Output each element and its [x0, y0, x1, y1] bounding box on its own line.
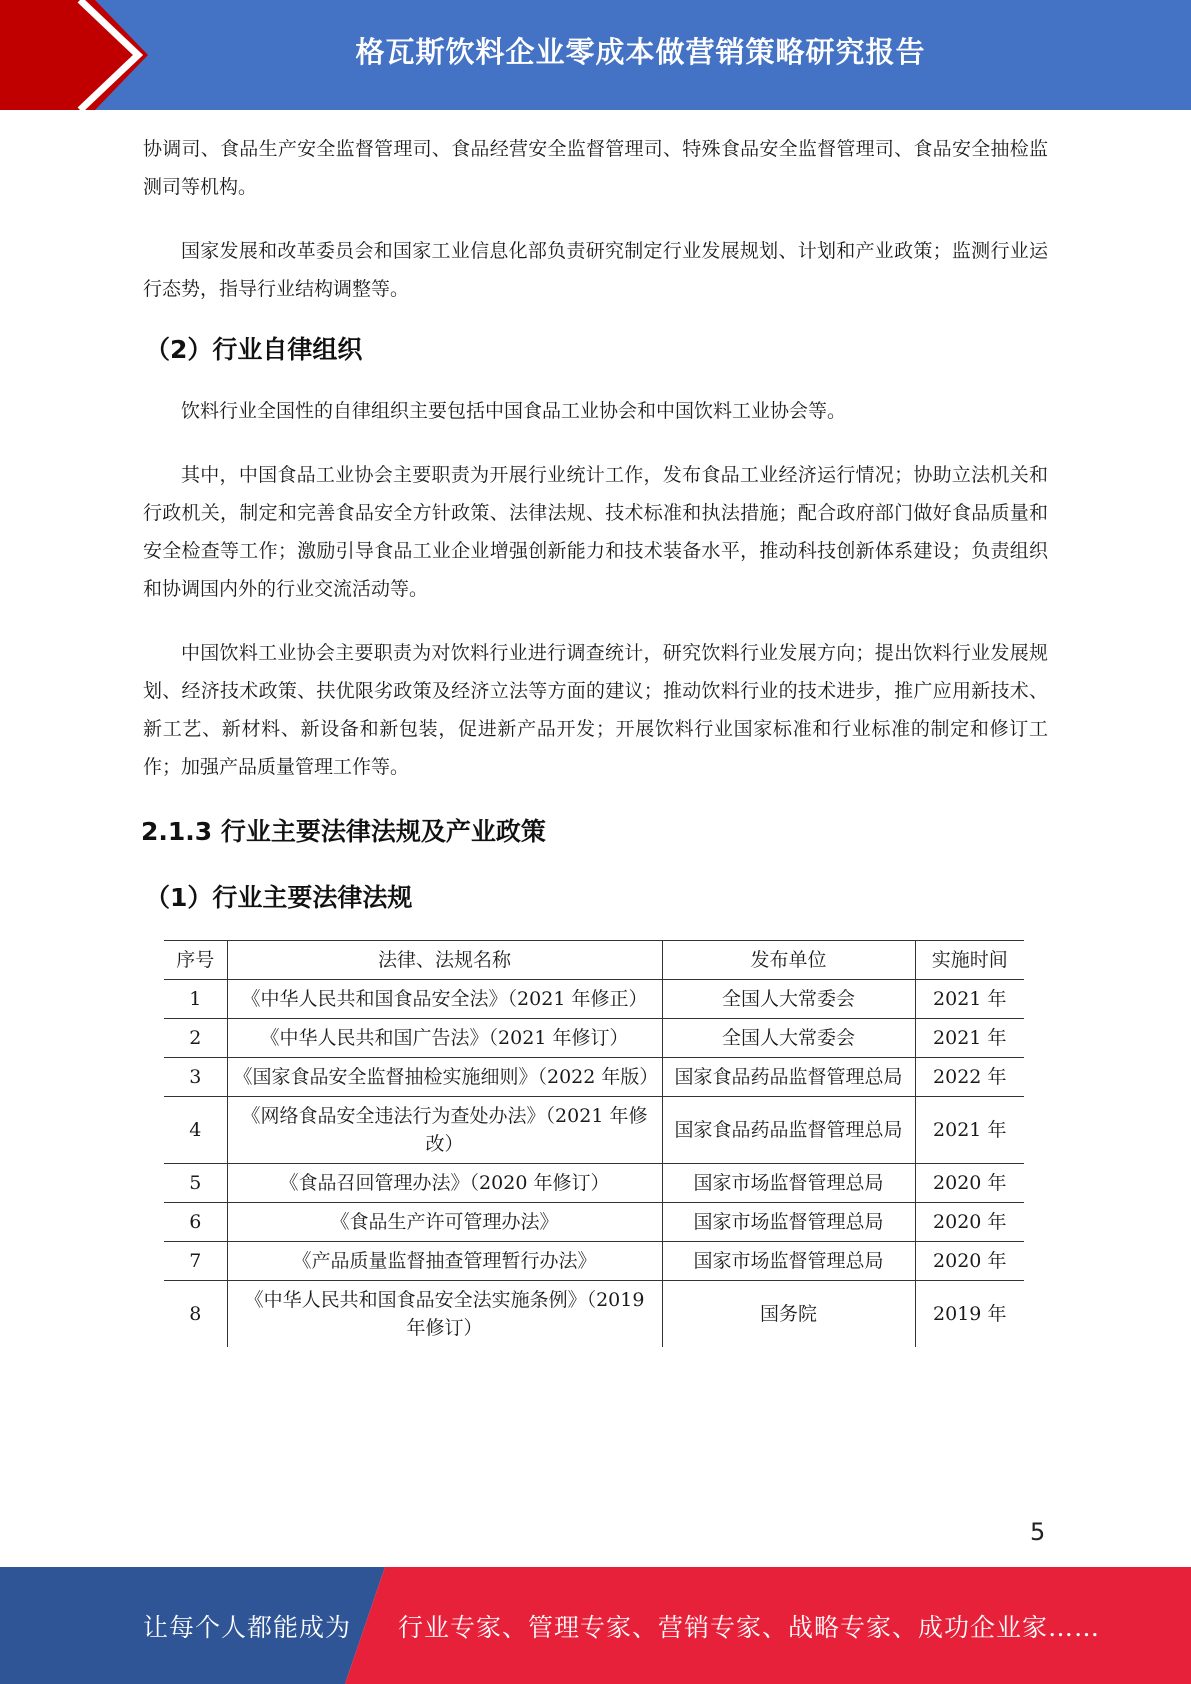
- table-row: [164, 1203, 1024, 1242]
- column-header: 法律、法规名称: [227, 941, 662, 980]
- table-cell: 2020 年: [915, 1203, 1024, 1242]
- table-row: [164, 1281, 1024, 1348]
- column-header: 实施时间: [915, 941, 1024, 980]
- table-cell: 全国人大常委会: [662, 980, 915, 1019]
- table-cell: 2022 年: [915, 1058, 1024, 1097]
- paragraph: 饮料行业全国性的自律组织主要包括中国食品工业协会和中国饮料工业协会等。: [181, 400, 847, 422]
- table-cell: 2020 年: [915, 1164, 1024, 1203]
- paragraph: 国家发展和改革委员会和国家工业信息化部负责研究制定行业发展规划、计划和产业政策；监测行业运行态势，指导行业结构调整等。: [143, 240, 1048, 300]
- laws-table: [164, 940, 1024, 1347]
- table-cell: 2021 年: [915, 1019, 1024, 1058]
- table-cell: 全国人大常委会: [662, 1019, 915, 1058]
- table-row: [164, 1019, 1024, 1058]
- table-cell: 2019 年: [915, 1281, 1024, 1348]
- table-row: [164, 1097, 1024, 1164]
- page-number: 5: [1030, 1518, 1046, 1546]
- table-row: [164, 980, 1024, 1019]
- page-footer: [0, 1567, 1191, 1684]
- subheading-laws: （1）行业主要法律法规: [145, 883, 413, 912]
- section-heading: 2.1.3 行业主要法律法规及产业政策: [141, 817, 546, 846]
- footer-slogan-left: 让每个人都能成为: [143, 1612, 352, 1642]
- page-header: [0, 0, 1191, 110]
- table-cell: 《中华人民共和国广告法》（2021 年修订）: [227, 1019, 662, 1058]
- table-row: [164, 1164, 1024, 1203]
- column-header: 发布单位: [662, 941, 915, 980]
- table-cell: 8: [164, 1281, 227, 1348]
- table-cell: 4: [164, 1097, 227, 1164]
- table-cell: 国家市场监督管理总局: [662, 1242, 915, 1281]
- table-cell: 2021 年: [915, 980, 1024, 1019]
- table-cell: 6: [164, 1203, 227, 1242]
- table-cell: 《食品召回管理办法》（2020 年修订）: [227, 1164, 662, 1203]
- table-cell: 国务院: [662, 1281, 915, 1348]
- header-title: 格瓦斯饮料企业零成本做营销策略研究报告: [355, 34, 926, 69]
- table-row: [164, 1242, 1024, 1281]
- table-cell: 1: [164, 980, 227, 1019]
- table-cell: 《网络食品安全违法行为查处办法》（2021 年修改）: [227, 1097, 662, 1164]
- table-cell: 国家食品药品监督管理总局: [662, 1058, 915, 1097]
- table-cell: 3: [164, 1058, 227, 1097]
- footer-slogan-right: 行业专家、管理专家、营销专家、战略专家、成功企业家……: [398, 1612, 1101, 1642]
- subheading-self-regulatory: （2）行业自律组织: [145, 335, 363, 364]
- table-cell: 国家食品药品监督管理总局: [662, 1097, 915, 1164]
- table-cell: 《中华人民共和国食品安全法》（2021 年修正）: [227, 980, 662, 1019]
- document-body: [143, 130, 1048, 1347]
- table-cell: 5: [164, 1164, 227, 1203]
- table-cell: 2020 年: [915, 1242, 1024, 1281]
- paragraph: 协调司、食品生产安全监督管理司、食品经营安全监督管理司、特殊食品安全监督管理司、食品安全抽检监测司等机构。: [143, 138, 1048, 198]
- table-row: [164, 1058, 1024, 1097]
- paragraph: 中国饮料工业协会主要职责为对饮料行业进行调查统计，研究饮料行业发展方向；提出饮料行业发展规划、经济技术政策、扶优限劣政策及经济立法等方面的建议；推动饮料行业的技术进步，推广应用新技术、新工艺、新材料、新设备和新包装，促进新产品开发；开展饮料行业国家标准和行业标准的制定和修订工作；加强产品质量管理工作等。: [143, 642, 1048, 778]
- table-cell: 2: [164, 1019, 227, 1058]
- header-arrow-icon: [0, 0, 260, 110]
- paragraph: 其中，中国食品工业协会主要职责为开展行业统计工作，发布食品工业经济运行情况；协助立法机关和行政机关，制定和完善食品安全方针政策、法律法规、技术标准和执法措施；配合政府部门做好食品质量和安全检查等工作；激励引导食品工业企业增强创新能力和技术装备水平，推动科技创新体系建设；负责组织和协调国内外的行业交流活动等。: [143, 464, 1048, 600]
- table-cell: 国家市场监督管理总局: [662, 1203, 915, 1242]
- table-cell: 《食品生产许可管理办法》: [227, 1203, 662, 1242]
- table-header-row: [164, 941, 1024, 980]
- table-cell: 《国家食品安全监督抽检实施细则》（2022 年版）: [227, 1058, 662, 1097]
- table-cell: 7: [164, 1242, 227, 1281]
- table-cell: 《中华人民共和国食品安全法实施条例》（2019 年修订）: [227, 1281, 662, 1348]
- table-cell: 2021 年: [915, 1097, 1024, 1164]
- table-cell: 国家市场监督管理总局: [662, 1164, 915, 1203]
- table-cell: 《产品质量监督抽查管理暂行办法》: [227, 1242, 662, 1281]
- column-header: 序号: [164, 941, 227, 980]
